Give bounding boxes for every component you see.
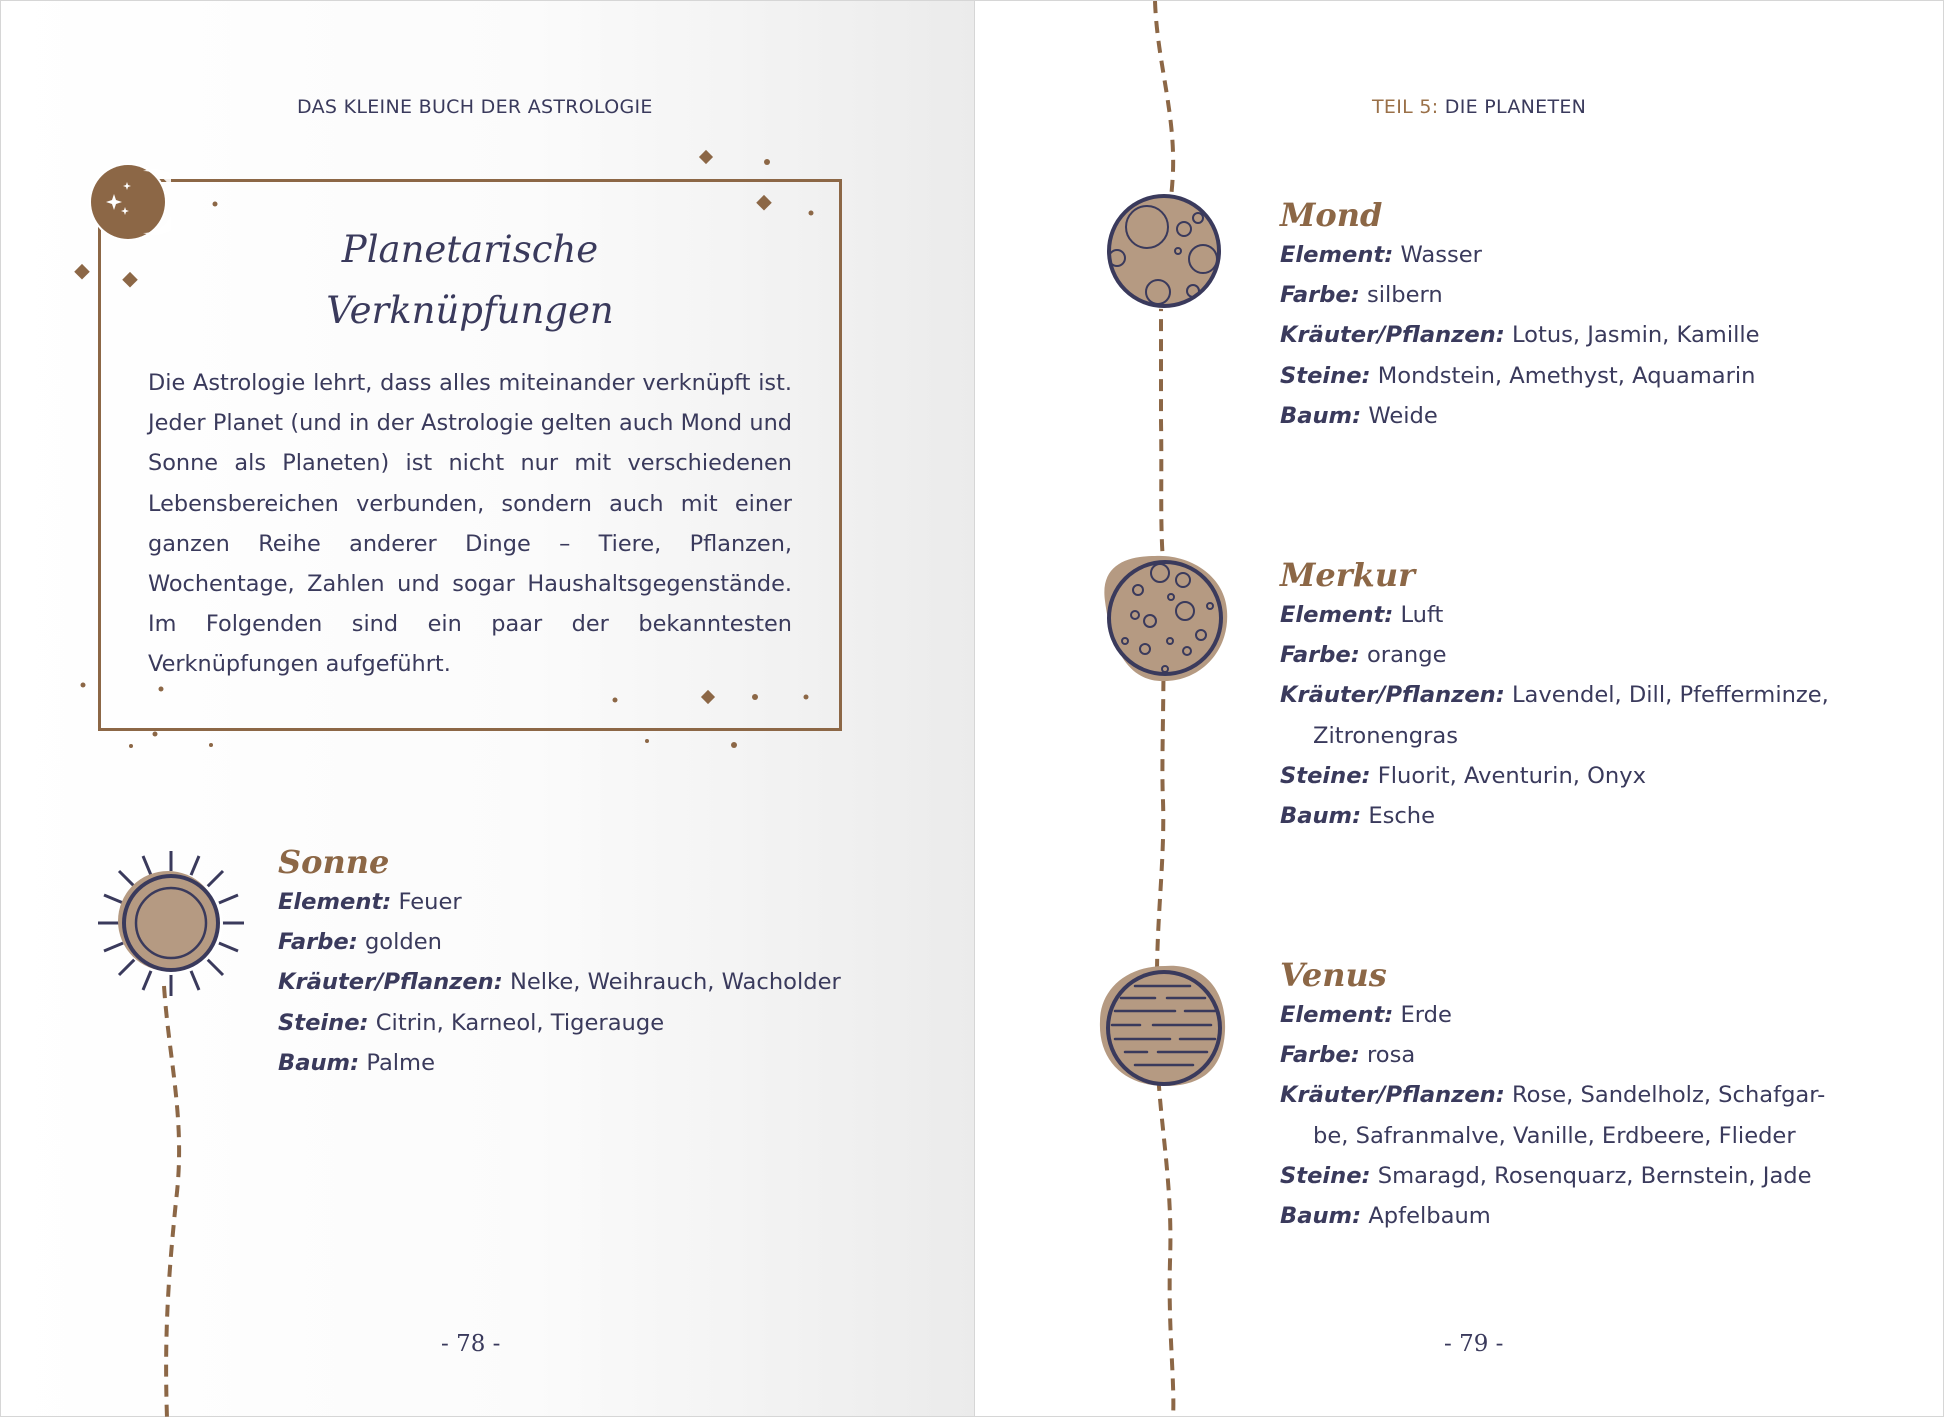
sonne-entry — [278, 842, 841, 1083]
element-row: Element: Wasser — [1280, 242, 1482, 268]
mond-entry — [1280, 195, 1760, 436]
right-page — [975, 0, 1944, 1417]
venus-entry — [1280, 955, 1825, 1236]
farbe-row: Farbe: rosa — [1280, 1042, 1416, 1069]
box-title-line2: Verknüpfungen — [326, 289, 614, 332]
planet-name: Sonne — [278, 843, 390, 881]
merkur-entry — [1280, 555, 1829, 836]
moon-planet-drawing — [1106, 193, 1222, 309]
baum-row: Baum: Palme — [278, 1049, 435, 1076]
kraeuter-row: Kräuter/Pflanzen: Rose, Sandelholz, Schafgar- be, Safranmalve, Vanille, Erdbeere, Flieder — [1280, 1082, 1826, 1149]
baum-row: Baum: Apfelbaum — [1280, 1203, 1491, 1230]
steine-row: Steine: Fluorit, Aventurin, Onyx — [1280, 762, 1646, 789]
venus-planet-drawing — [1100, 966, 1225, 1086]
steine-row: Steine: Citrin, Karneol, Tigerauge — [278, 1009, 665, 1036]
baum-row: Baum: Weide — [1280, 402, 1438, 429]
baum-row: Baum: Esche — [1280, 803, 1436, 830]
kraeuter-row: Kräuter/Pflanzen: Lotus, Jasmin, Kamille — [1280, 322, 1760, 349]
element-row: Element: Luft — [1280, 602, 1444, 628]
planet-name: Mond — [1280, 196, 1383, 234]
sun-dotted-path — [164, 986, 179, 1418]
farbe-row: Farbe: golden — [278, 929, 442, 956]
box-title — [98, 219, 842, 341]
running-head-left: DAS KLEINE BUCH DER ASTROLOGIE — [297, 96, 653, 118]
kraeuter-row: Kräuter/Pflanzen: Lavendel, Dill, Pfefferminze, Zitronengras — [1280, 682, 1829, 749]
steine-row: Steine: Mondstein, Amethyst, Aquamarin — [1280, 362, 1756, 389]
mercury-planet-drawing — [1104, 556, 1227, 681]
running-head-right: TEIL 5: DIE PLANETEN — [1372, 96, 1587, 118]
farbe-row: Farbe: silbern — [1280, 282, 1443, 309]
farbe-row: Farbe: orange — [1280, 642, 1447, 669]
steine-row: Steine: Smaragd, Rosenquarz, Bernstein, Jade — [1280, 1162, 1812, 1189]
kraeuter-row: Kräuter/Pflanzen: Nelke, Weihrauch, Wacholder — [278, 969, 841, 996]
page-number-right: - 79 - — [1444, 1331, 1504, 1357]
element-row: Element: Feuer — [278, 889, 462, 915]
planet-name: Merkur — [1280, 556, 1415, 594]
element-row: Element: Erde — [1280, 1002, 1452, 1028]
page-number-left: - 78 - — [441, 1331, 501, 1357]
box-body-text: Die Astrologie lehrt, dass alles miteinander verknüpft ist. Jeder Planet (und in der Astrologie gelten auch Mond und Sonne als Planeten) ist nicht nur mit verschiedenen Lebensbereichen verbunden, sondern auch mit einer ganzen Reihe anderer Dinge – Tiere, Pflanzen, Wochentage, Zahlen und sogar Haushaltsgegenstände. Im Folgenden sind ein paar der bekanntesten Verknüpfungen aufgeführt. — [148, 370, 792, 678]
planet-name: Venus — [1280, 956, 1387, 994]
box-title-line1: Planetarische — [341, 228, 599, 271]
